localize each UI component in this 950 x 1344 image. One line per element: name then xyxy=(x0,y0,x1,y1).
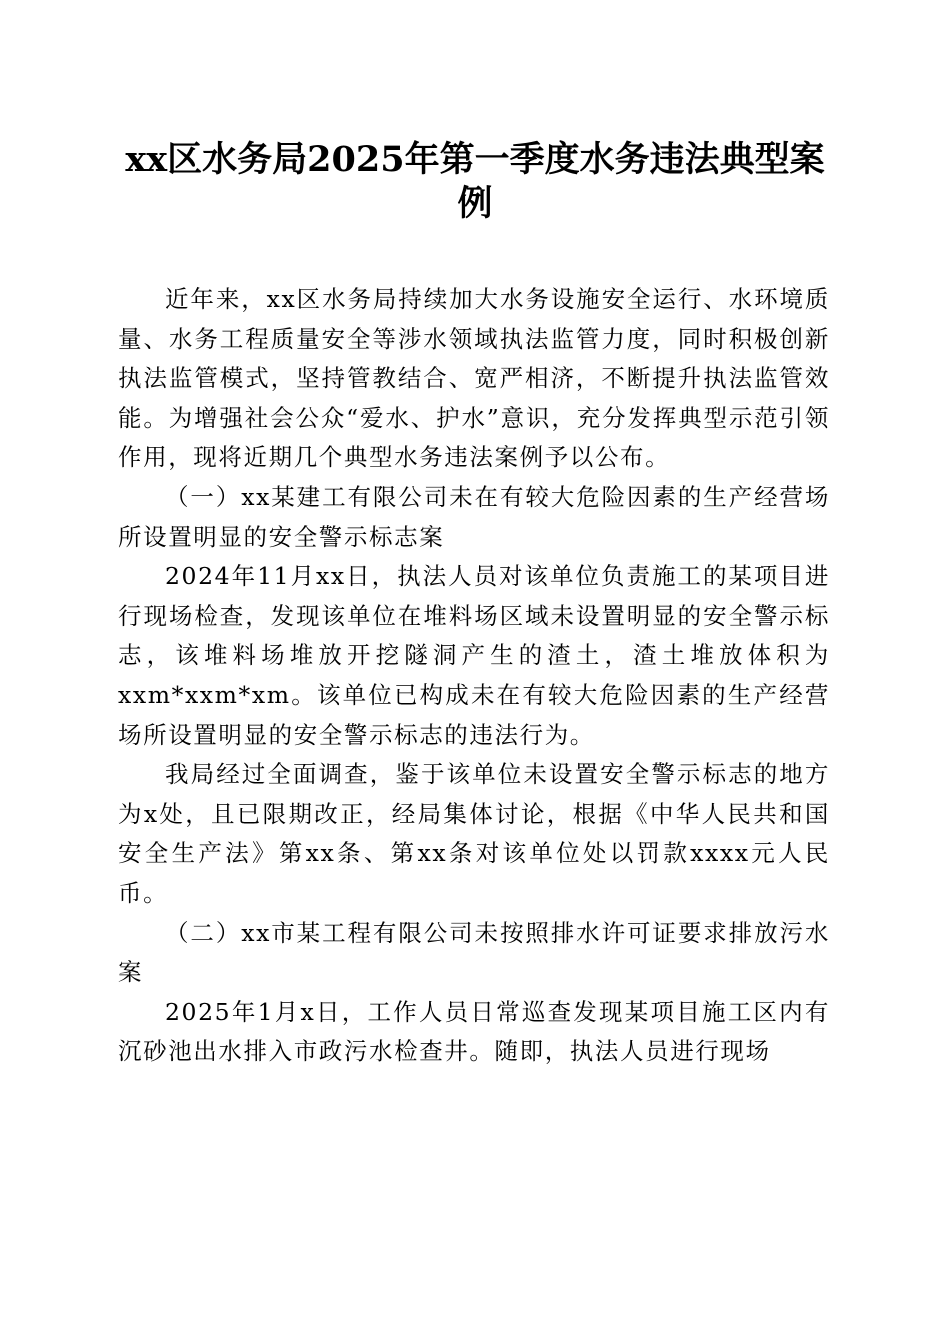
case-1-penalty-paragraph: 我局经过全面调查，鉴于该单位未设置安全警示标志的地方为x处，且已限期改正，经局集体讨论，根据《中华人民共和国安全生产法》第xx条、第xx条对该单位处以罚款xxxx元人民币。 xyxy=(118,760,830,907)
case-2-facts-paragraph: 2025年1月x日，工作人员日常巡查发现某项目施工区内有沉砂池出水排入市政污水检查井。随即，执法人员进行现场 xyxy=(118,997,830,1066)
document-title: xx区水务局2025年第一季度水务违法典型案例 xyxy=(125,139,825,224)
document-body xyxy=(118,280,830,1072)
intro-paragraph: 近年来，xx区水务局持续加大水务设施安全运行、水环境质量、水务工程质量安全等涉水领域执法监管力度，同时积极创新执法监管模式，坚持管教结合、宽严相济，不断提升执法监管效能。为增强社会公众“爱水、护水”意识，充分发挥典型示范引领作用，现将近期几个典型水务违法案例予以公布。 xyxy=(118,285,830,472)
case-1-heading: （一）xx某建工有限公司未在有较大危险因素的生产经营场所设置明显的安全警示标志案 xyxy=(118,482,830,551)
case-2-heading: （二）xx市某工程有限公司未按照排水许可证要求排放污水案 xyxy=(118,918,830,987)
case-1-facts-paragraph: 2024年11月xx日，执法人员对该单位负责施工的某项目进行现场检查，发现该单位在堆料场区域未设置明显的安全警示标志，该堆料场堆放开挖隧洞产生的渣土，渣土堆放体积为xxm*xxm*xm。该单位已构成未在有较大危险因素的生产经营场所设置明显的安全警示标志的违法行为。 xyxy=(118,562,830,749)
